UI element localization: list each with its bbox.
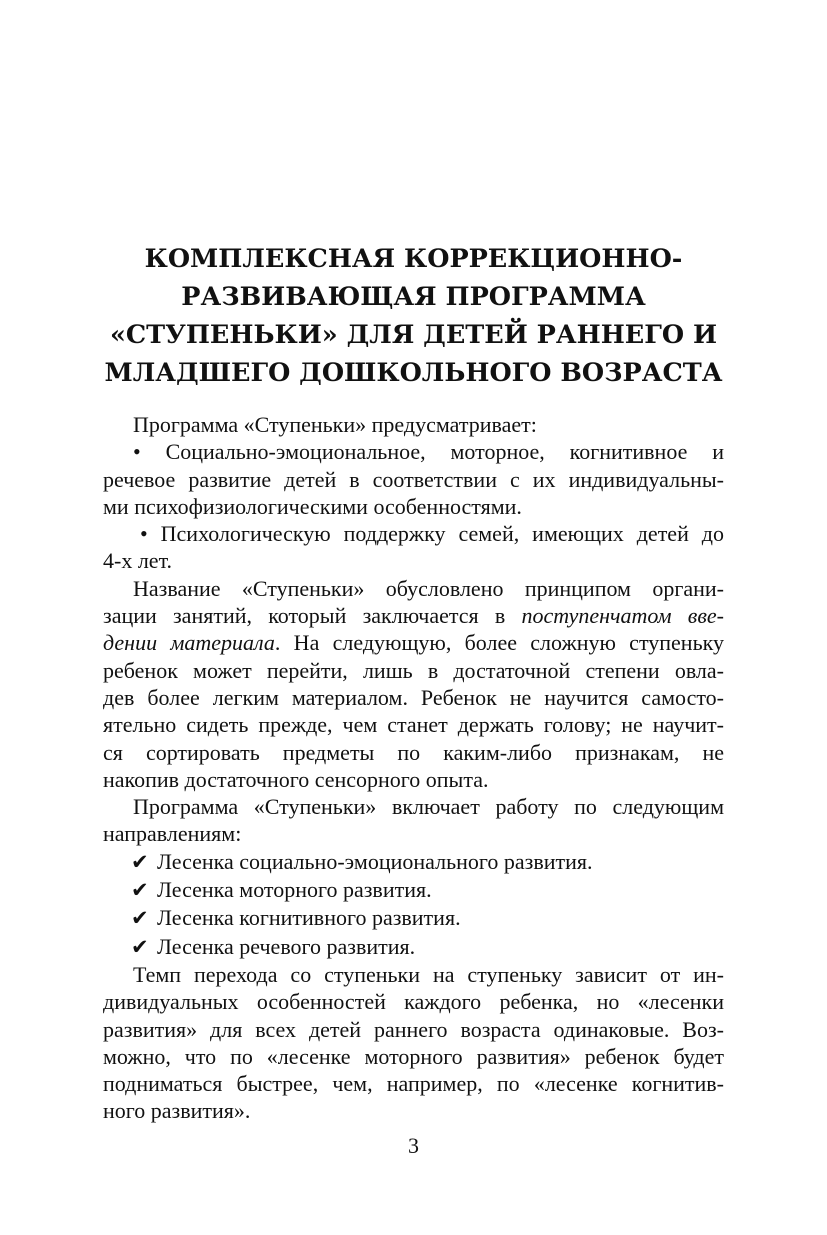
program-line-1: Программа «Ступеньки» включает работу по следующим bbox=[133, 794, 724, 820]
bullet-1-line-2: речевое развитие детей в соответствии с их индивидуальны- bbox=[103, 466, 724, 492]
tempo-paragraph bbox=[103, 961, 724, 1125]
name-line-7: ся сортировать предметы по каким-либо признакам, не bbox=[103, 739, 724, 765]
list-item bbox=[103, 876, 724, 904]
list-item-text: Лесенка речевого развития. bbox=[157, 933, 416, 959]
list-item-text: Лесенка когнитивного развития. bbox=[157, 905, 461, 931]
bullet-marker: • bbox=[140, 521, 148, 547]
tempo-line-2: дивидуальных особенностей каждого ребенка, но «лесенки bbox=[103, 989, 724, 1015]
name-line-1: Название «Ступеньки» обусловлено принципом органи- bbox=[133, 575, 724, 601]
name-line-2 bbox=[103, 602, 724, 629]
bullet-2-text-1: Психологическую поддержку семей, имеющих детей до bbox=[160, 521, 724, 547]
bullet-1-text-1: Социально-эмоциональное, моторное, когнитивное и bbox=[165, 439, 724, 465]
tempo-line-6: ного развития». bbox=[103, 1098, 251, 1124]
checkmark-icon: ✔ bbox=[131, 849, 149, 874]
chapter-title-line-1: КОМПЛЕКСНАЯ КОРРЕКЦИОННО- bbox=[144, 244, 683, 274]
bullet-marker: • bbox=[133, 439, 141, 465]
name-line-4: ребенок может перейти, лишь в достаточной степени овла- bbox=[103, 657, 724, 683]
name-line-5: дев более легким материалом. Ребенок не научится самосто- bbox=[103, 684, 724, 710]
list-item bbox=[103, 904, 724, 932]
tempo-line-3: развития» для всех детей раннего возраста одинаковые. Воз- bbox=[103, 1016, 724, 1042]
page-number: 3 bbox=[408, 1133, 419, 1158]
bullet-1-line-1 bbox=[103, 438, 724, 465]
checkmark-icon: ✔ bbox=[131, 934, 149, 959]
list-item bbox=[103, 848, 724, 876]
name-line-3-text: . На следующую, более сложную ступеньку bbox=[274, 630, 724, 656]
tempo-line-5: подниматься быстрее, чем, например, по «лесенке когнитив- bbox=[103, 1071, 724, 1097]
list-item-text: Лесенка социально-эмоционального развития. bbox=[157, 848, 593, 874]
list-item-text: Лесенка моторного развития. bbox=[157, 877, 432, 903]
checklist bbox=[103, 848, 724, 961]
checkmark-icon: ✔ bbox=[131, 906, 149, 931]
chapter-title-line-3: «СТУПЕНЬКИ» ДЛЯ ДЕТЕЙ РАННЕГО И bbox=[109, 320, 718, 350]
name-line-2-text: зации занятий, который заключается в bbox=[103, 603, 522, 629]
name-paragraph bbox=[103, 575, 724, 793]
program-paragraph bbox=[103, 793, 724, 848]
program-line-2: направлениям: bbox=[103, 821, 242, 847]
name-line-3-italic: дении материала bbox=[103, 630, 275, 656]
body-text bbox=[103, 411, 724, 1125]
bullet-2-line-1 bbox=[103, 520, 724, 547]
bullet-item-support bbox=[103, 520, 724, 575]
name-line-6: ятельно сидеть прежде, чем станет держать голову; не научит- bbox=[103, 712, 724, 738]
tempo-line-4: можно, что по «лесенке моторного развития» ребенок будет bbox=[103, 1043, 724, 1069]
chapter-title bbox=[100, 240, 727, 392]
checkmark-icon: ✔ bbox=[131, 878, 149, 903]
bullet-1-line-3: ми психофизиологическими особенностями. bbox=[103, 493, 522, 519]
name-line-3 bbox=[103, 629, 724, 656]
name-line-2-italic: поступенчатом вве- bbox=[521, 603, 725, 629]
intro-paragraph bbox=[103, 411, 724, 438]
tempo-line-1: Темп перехода со ступеньки на ступеньку зависит от ин- bbox=[133, 961, 724, 987]
bullet-item-development bbox=[103, 438, 724, 520]
intro-line-1: Программа «Ступеньки» предусматривает: bbox=[133, 412, 537, 437]
bullet-2-line-2: 4-х лет. bbox=[103, 548, 173, 574]
chapter-title-line-4: МЛАДШЕГО ДОШКОЛЬНОГО ВОЗРАСТА bbox=[104, 358, 723, 388]
list-item bbox=[103, 933, 724, 961]
chapter-title-line-2: РАЗВИВАЮЩАЯ ПРОГРАММА bbox=[181, 282, 646, 312]
name-line-8: накопив достаточного сенсорного опыта. bbox=[103, 766, 489, 792]
